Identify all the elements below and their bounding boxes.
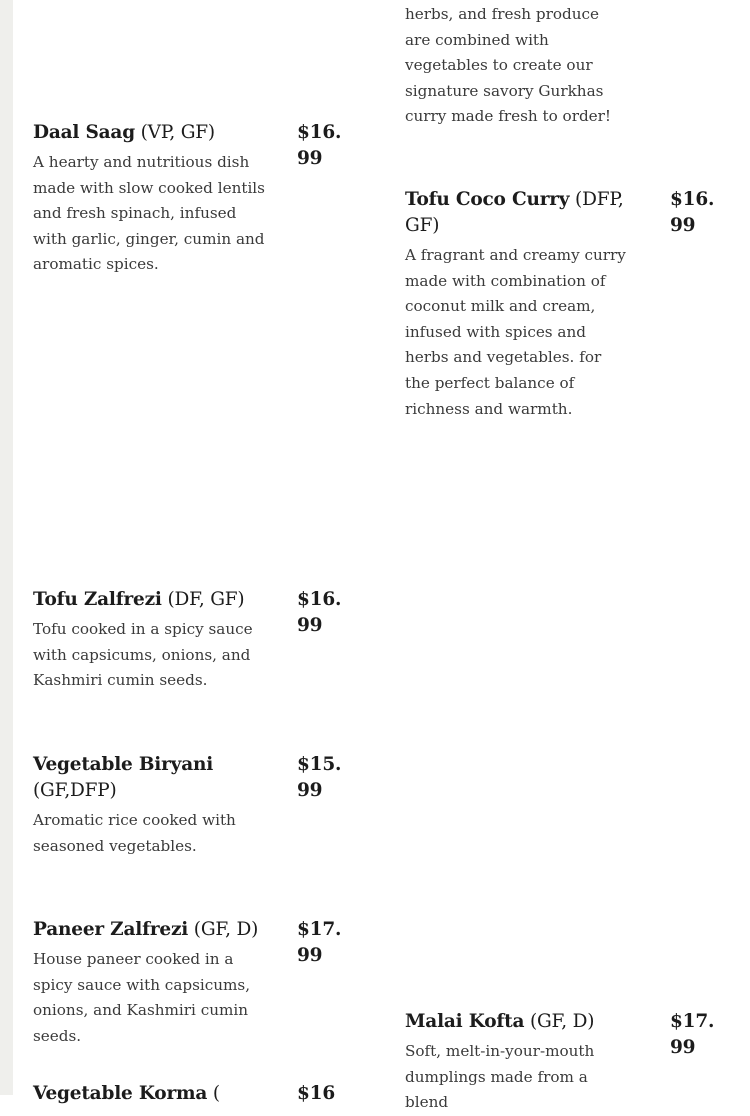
dish-title: [33, 120, 269, 146]
dish-name: Vegetable Biryani: [33, 754, 214, 775]
dish-price: $17.99: [670, 1011, 715, 1058]
left-rail: [0, 0, 13, 1095]
previous-item-description: herbs, and fresh produce are combined with vegetables to create our signature savory Gurkhas curry made fresh to order!: [405, 5, 612, 126]
menu-item-daal-saag: [33, 120, 269, 278]
dish-price: $16: [297, 1083, 336, 1104]
dish-name: Vegetable Korma: [33, 1083, 208, 1104]
dish-tags: (: [212, 1083, 220, 1104]
dish-tags: (DF, GF): [167, 589, 245, 610]
dish-description: A hearty and nutritious dish made with slow cooked lentils and fresh spinach, infused with garlic, ginger, cumin and aromatic spices.: [33, 153, 265, 274]
dish-name: Tofu Coco Curry: [405, 189, 570, 210]
dish-tags: (GF, D): [193, 919, 259, 940]
dish-title: [33, 752, 269, 804]
menu-item-vegetable-biryani: [33, 752, 269, 859]
dish-description: House paneer cooked in a spicy sauce with capsicums, onions, and Kashmiri cumin seeds.: [33, 950, 251, 1045]
dish-name: Daal Saag: [33, 122, 135, 143]
dish-description: Tofu cooked in a spicy sauce with capsicums, onions, and Kashmiri cumin seeds.: [33, 620, 253, 690]
dish-name: Tofu Zalfrezi: [33, 589, 162, 610]
dish-tags: (VP, GF): [140, 122, 215, 143]
dish-title: [33, 587, 269, 613]
dish-title: [33, 917, 269, 943]
dish-price: $16.99: [670, 189, 715, 236]
dish-tags: (DFP, GF): [405, 189, 624, 236]
dish-name: Paneer Zalfrezi: [33, 919, 189, 940]
dish-description: Aromatic rice cooked with seasoned vegetables.: [33, 811, 236, 855]
dish-description: Soft, melt-in-your-mouth dumplings made from a blend: [405, 1042, 595, 1112]
menu-item-tofu-zalfrezi: [33, 587, 269, 694]
dish-tags: (GF,DFP): [33, 780, 117, 801]
dish-title: [405, 1009, 629, 1035]
dish-title: [33, 1081, 269, 1107]
dish-price: $17.99: [297, 919, 342, 966]
dish-name: Malai Kofta: [405, 1011, 525, 1032]
dish-tags: (GF, D): [529, 1011, 595, 1032]
menu-item-vegetable-korma: [33, 1081, 269, 1107]
dish-price: $16.99: [297, 589, 342, 636]
menu-item-tofu-coco-curry: [405, 187, 629, 422]
dish-description: A fragrant and creamy curry made with combination of coconut milk and cream, infused with spices and herbs and vegetables. for the perfect balance of richness and warmth.: [405, 246, 626, 418]
dish-price: $16.99: [297, 122, 342, 169]
dish-title: [405, 187, 629, 239]
menu-item-paneer-zalfrezi: [33, 917, 269, 1049]
dish-price: $15.99: [297, 754, 342, 801]
menu-item-malai-kofta: [405, 1009, 629, 1116]
